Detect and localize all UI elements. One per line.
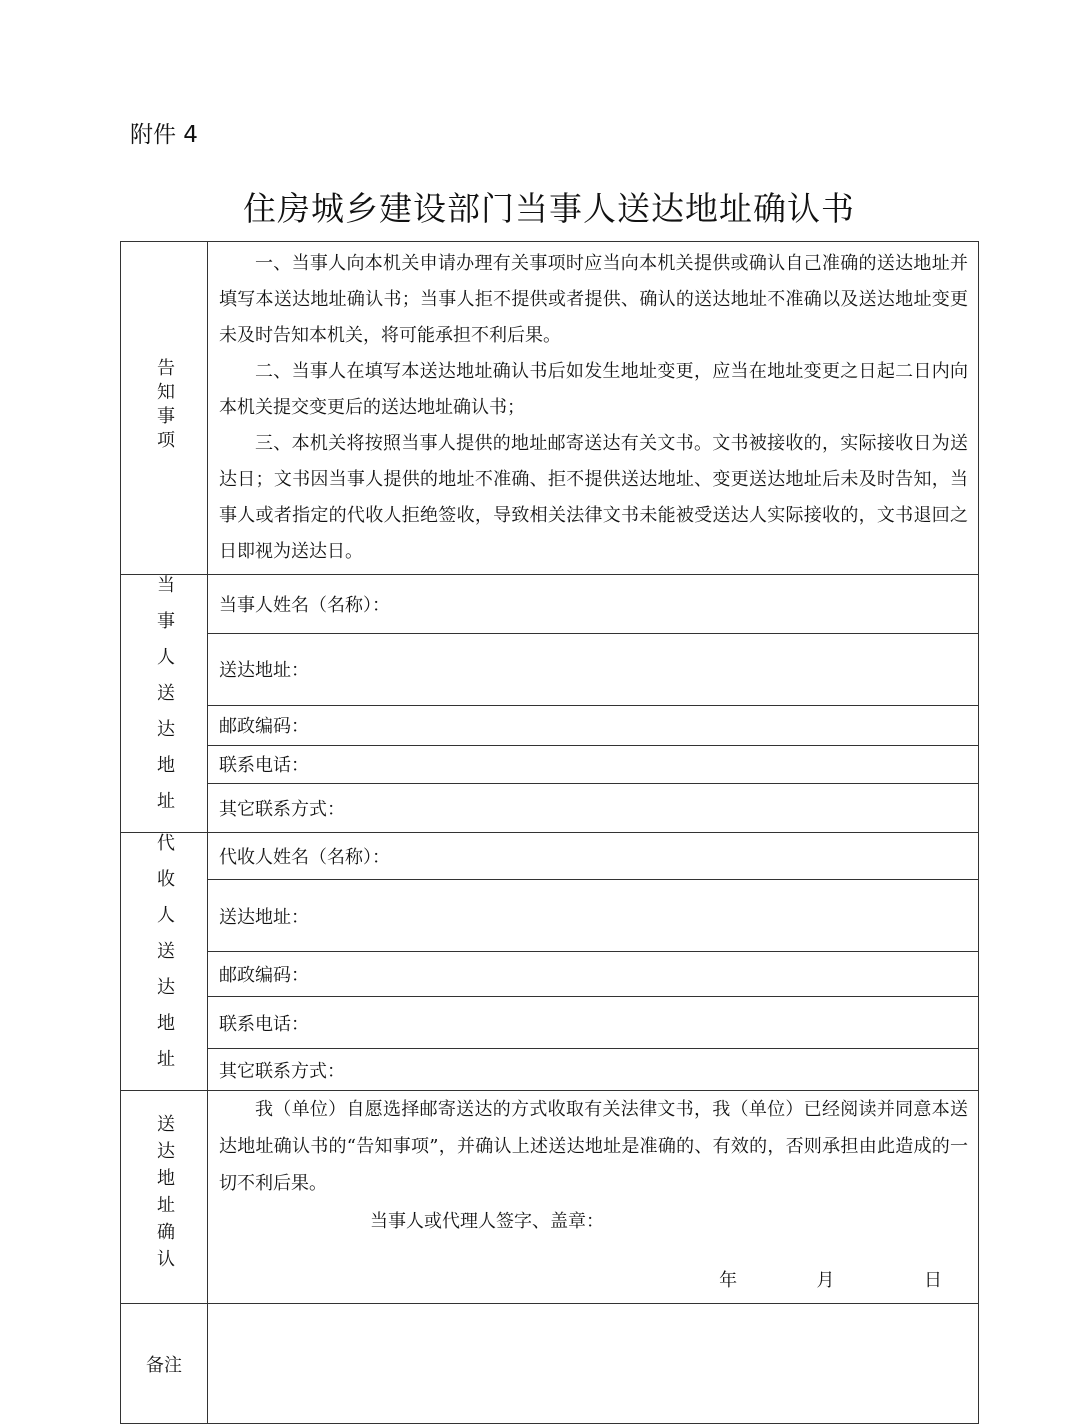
remarks-label-cell <box>121 1304 208 1424</box>
document-title: 住房城乡建设部门当事人送达地址确认书 <box>243 189 855 228</box>
notice-row <box>121 242 979 575</box>
agent-row-other <box>121 1049 979 1091</box>
agent-label: 代收人送达地址 <box>154 833 175 1085</box>
party-phone-field[interactable]: 联系电话： <box>208 745 979 784</box>
party-row-postcode <box>121 706 979 746</box>
remarks-label: 备注 <box>146 1354 182 1376</box>
confirmation-form-table <box>120 241 979 1424</box>
agent-other-contact-field[interactable]: 其它联系方式： <box>208 1049 979 1091</box>
agent-row-name <box>121 833 979 880</box>
party-row-name <box>121 575 979 634</box>
year-label: 年 <box>719 1270 738 1291</box>
party-name-field[interactable]: 当事人姓名（名称）： <box>208 575 979 634</box>
remarks-field[interactable] <box>208 1304 979 1424</box>
party-label-cell <box>121 575 208 833</box>
signature-line[interactable]: 当事人或代理人签字、盖章： <box>370 1211 604 1232</box>
confirm-label-cell <box>121 1091 208 1304</box>
party-row-phone <box>121 745 979 784</box>
agent-row-address <box>121 879 979 951</box>
confirm-statement: 我（单位）自愿选择邮寄送达的方式收取有关法律文书，我（单位）已经阅读并同意本送达地址确认书的“告知事项”，并确认上述送达地址是准确的、有效的，否则承担由此造成的一切不利后果。 <box>219 1099 968 1194</box>
agent-phone-field[interactable]: 联系电话： <box>208 997 979 1049</box>
confirm-label: 送达地址确认 <box>154 1113 175 1276</box>
party-postcode-field[interactable]: 邮政编码： <box>208 706 979 746</box>
agent-row-phone <box>121 997 979 1049</box>
agent-name-field[interactable]: 代收人姓名（名称）： <box>208 833 979 880</box>
confirm-row <box>121 1091 979 1304</box>
month-label: 月 <box>816 1270 835 1291</box>
agent-postcode-field[interactable]: 邮政编码： <box>208 952 979 997</box>
party-label: 当事人送达地址 <box>154 575 175 827</box>
remarks-row <box>121 1304 979 1424</box>
attachment-label: 附件 4 <box>130 122 198 148</box>
day-label: 日 <box>924 1270 942 1291</box>
notice-paragraph-2: 二、当事人在填写本送达地址确认书后如发生地址变更，应当在地址变更之日起二日内向本机关提交变更后的送达地址确认书； <box>219 361 968 418</box>
agent-row-postcode <box>121 952 979 997</box>
party-address-field[interactable]: 送达地址： <box>208 633 979 705</box>
agent-label-cell <box>121 833 208 1091</box>
notice-paragraph-3: 三、本机关将按照当事人提供的地址邮寄送达有关文书。文书被接收的，实际接收日为送达日；文书因当事人提供的地址不准确、拒不提供送达地址、变更送达地址后未及时告知，当事人或者指定的代收人拒绝签收，导致相关法律文书未能被受送达人实际接收的，文书退回之日即视为送达日。 <box>219 433 968 562</box>
notice-label: 告知事项 <box>154 357 175 454</box>
notice-label-cell <box>121 242 208 575</box>
party-other-contact-field[interactable]: 其它联系方式： <box>208 784 979 833</box>
notice-content <box>208 242 979 575</box>
party-row-address <box>121 633 979 705</box>
agent-address-field[interactable]: 送达地址： <box>208 879 979 951</box>
party-row-other <box>121 784 979 833</box>
confirm-content <box>208 1091 979 1304</box>
notice-paragraph-1: 一、当事人向本机关申请办理有关事项时应当向本机关提供或确认自己准确的送达地址并填写本送达地址确认书；当事人拒不提供或者提供、确认的送达地址不准确以及送达地址变更未及时告知本机关，将可能承担不利后果。 <box>219 253 968 346</box>
date-line <box>208 1266 978 1292</box>
